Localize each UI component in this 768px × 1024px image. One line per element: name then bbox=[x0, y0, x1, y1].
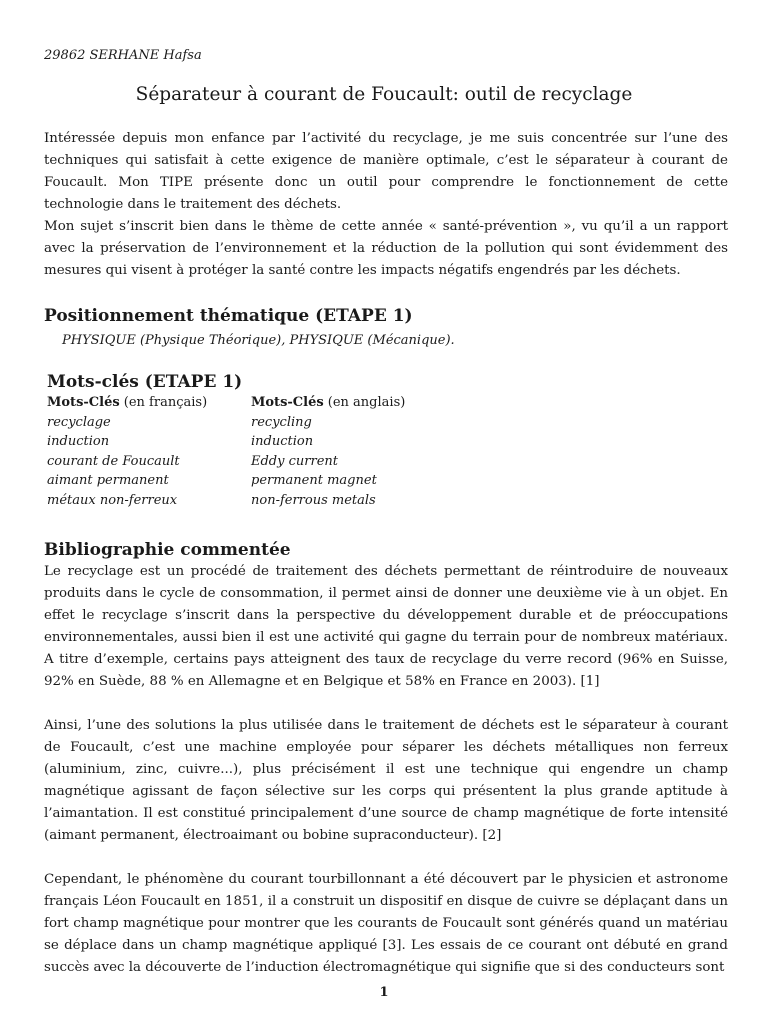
keywords-header-fr-bold: Mots-Clés bbox=[47, 395, 120, 410]
keyword-fr: courant de Foucault bbox=[47, 453, 180, 469]
keyword-row bbox=[47, 491, 405, 511]
keyword-fr: induction bbox=[47, 434, 110, 450]
author-line: 29862 SERHANE Hafsa bbox=[44, 48, 202, 63]
keywords-header-fr bbox=[47, 393, 251, 413]
keywords-header-en bbox=[251, 393, 405, 413]
keyword-en: permanent magnet bbox=[251, 473, 377, 489]
intro-paragraph-1: Intéressée depuis mon enfance par l’activité du recyclage, je me suis concentrée sur l’une des techniques qui satisfait à cette exigence de manière optimale, c’est le séparateur à courant de Foucault. Mon TIPE présente donc un outil pour comprendre le fonctionnement de cette technologie dans le traitement des déchets. bbox=[44, 131, 728, 212]
keyword-fr: aimant permanent bbox=[47, 473, 169, 489]
keyword-row bbox=[47, 452, 405, 472]
page-number: 1 bbox=[379, 985, 389, 1000]
keyword-en: non-ferrous metals bbox=[251, 492, 376, 508]
intro-paragraph-2: Mon sujet s’inscrit bien dans le thème de cette année « santé-prévention », vu qu’il a un rapport avec la préservation de l’environnement et la réduction de la pollution qui sont évidemment des mesures qui visent à protéger la santé contre les impacts négatifs engendrés par les déchets. bbox=[44, 219, 728, 278]
keyword-en: induction bbox=[251, 434, 314, 450]
keyword-row bbox=[47, 413, 405, 433]
keywords-table bbox=[47, 393, 405, 511]
positioning-subjects: PHYSIQUE (Physique Théorique), PHYSIQUE (Mécanique). bbox=[62, 333, 455, 348]
keyword-fr: métaux non-ferreux bbox=[47, 492, 178, 508]
bibliography-paragraph-1: Le recyclage est un procédé de traitement des déchets permettant de réintroduire de nouveaux produits dans le cycle de consommation, il permet ainsi de donner une deuxième vie à un objet. En effet le recyclage s’inscrit dans la perspective du développement durable et de préoccupations environnementales, aussi bien il est une activité qui gagne du terrain pour de nombreux matériaux. A titre d’exemple, certains pays atteignent des taux de recyclage du verre record (96% en Suisse, 92% en Suède, 88 % en Allemagne et en Belgique et 58% en France en 2003). [1] bbox=[44, 564, 728, 689]
keyword-row bbox=[47, 471, 405, 491]
keywords-header-en-rest: (en anglais) bbox=[323, 395, 406, 410]
bibliography-heading: Bibliographie commentée bbox=[44, 540, 291, 560]
bibliography-section bbox=[44, 561, 728, 1001]
bibliography-paragraph-3: Cependant, le phénomène du courant tourbillonnant a été découvert par le physicien et astronome français Léon Foucault en 1851, il a construit un dispositif en disque de cuivre se déplaçant dans un fort champ magnétique pour montrer que les courants de Foucault sont générés quand un matériau se déplace dans un champ magnétique appliqué [3]. Les essais de ce courant ont débuté en grand succès avec la découverte de l’induction électromagnétique qui signifie que si des conducteurs sont bbox=[44, 872, 728, 975]
keywords-header-row bbox=[47, 393, 405, 413]
keyword-row bbox=[47, 432, 405, 452]
positioning-heading: Positionnement thématique (ETAPE 1) bbox=[44, 306, 413, 326]
keywords-header-en-bold: Mots-Clés bbox=[251, 395, 324, 410]
document-title: Séparateur à courant de Foucault: outil de recyclage bbox=[135, 84, 633, 105]
keyword-en: Eddy current bbox=[251, 453, 338, 469]
keyword-fr: recyclage bbox=[47, 414, 111, 430]
keyword-en: recycling bbox=[251, 414, 312, 430]
keywords-header-fr-rest: (en français) bbox=[119, 395, 208, 410]
keywords-heading: Mots-clés (ETAPE 1) bbox=[47, 372, 243, 392]
bibliography-paragraph-2: Ainsi, l’une des solutions la plus utilisée dans le traitement de déchets est le séparateur à courant de Foucault, c’est une machine employée pour séparer les déchets métalliques non ferreux (aluminium, zinc, cuivre...), plus précisément il est une technique qui engendre un champ magnétique agissant de façon sélective sur les corps qui présentent la plus grande aptitude à l’aimantation. Il est constitué principalement d’une source de champ magnétique de forte intensité (aimant permanent, électroaimant ou bobine supraconducteur). [2] bbox=[44, 718, 728, 843]
intro-section bbox=[44, 128, 728, 282]
